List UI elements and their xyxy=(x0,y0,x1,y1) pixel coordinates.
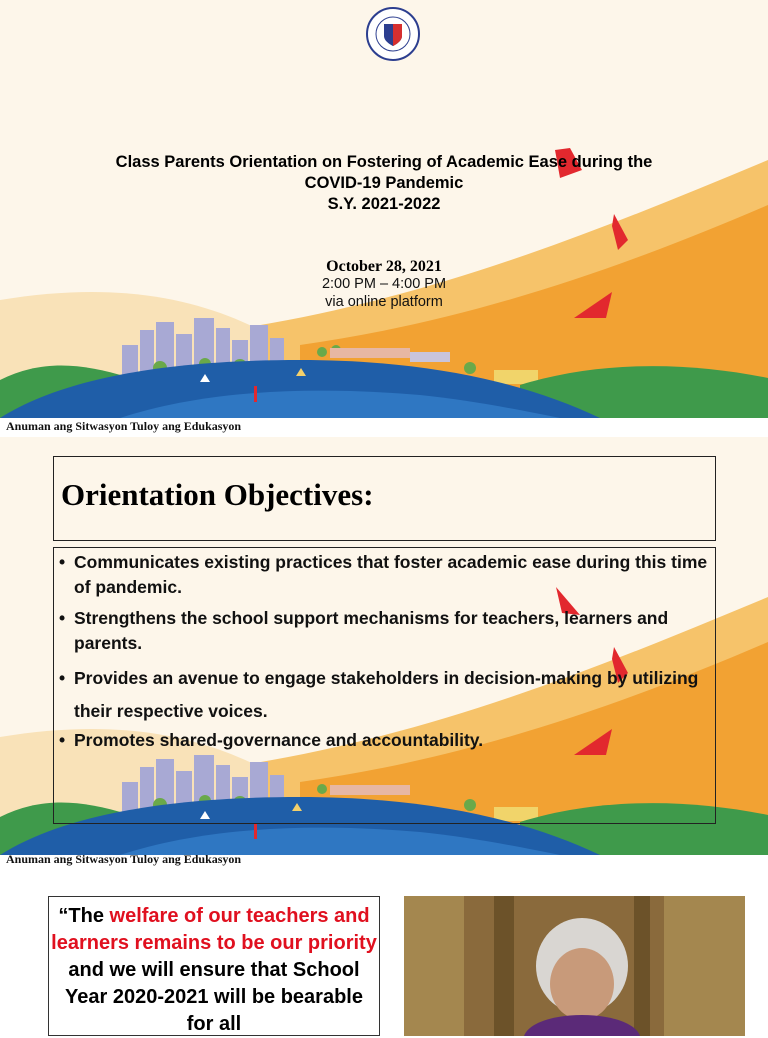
quote-box xyxy=(48,896,380,1036)
objective-item: • Provides an avenue to engage stakeholders in decision-making by utilizing their respective voices. xyxy=(58,662,708,728)
quote-highlight: welfare of our teachers and learners remains to be our priority xyxy=(51,905,377,954)
objectives-list xyxy=(58,550,708,760)
objectives-heading-box xyxy=(53,456,716,541)
objective-item: • Communicates existing practices that foster academic ease during this time of pandemic. xyxy=(58,550,708,599)
title-line-1: Class Parents Orientation on Fostering of Academic Ease during the xyxy=(115,153,653,171)
objectives-heading: Orientation Objectives: xyxy=(61,477,374,512)
event-venue: via online platform xyxy=(325,294,443,310)
deped-seal-logo xyxy=(365,6,421,62)
objectives-slide xyxy=(0,437,768,855)
quote-open: “The xyxy=(58,905,110,927)
slide-caption: Anuman ang Sitwasyon Tuloy ang Edukasyon xyxy=(6,419,242,433)
quote-rest: and we will ensure that School Year 2020-2021 will be bearable for all xyxy=(65,959,363,1035)
objectives-list-box xyxy=(53,547,716,824)
title-line-2: COVID-19 Pandemic xyxy=(304,174,464,192)
objective-item: • Strengthens the school support mechanisms for teachers, learners and parents. xyxy=(58,606,708,655)
slide-caption: Anuman ang Sitwasyon Tuloy ang Edukasyon xyxy=(6,852,242,866)
event-time: 2:00 PM – 4:00 PM xyxy=(321,276,447,292)
event-date: October 28, 2021 xyxy=(326,258,442,275)
speaker-photo xyxy=(404,896,745,1036)
orientation-title xyxy=(60,152,708,215)
title-slide xyxy=(0,0,768,418)
objective-item: • Promotes shared-governance and accountability. xyxy=(58,728,708,753)
title-line-3: S.Y. 2021-2022 xyxy=(327,195,441,213)
